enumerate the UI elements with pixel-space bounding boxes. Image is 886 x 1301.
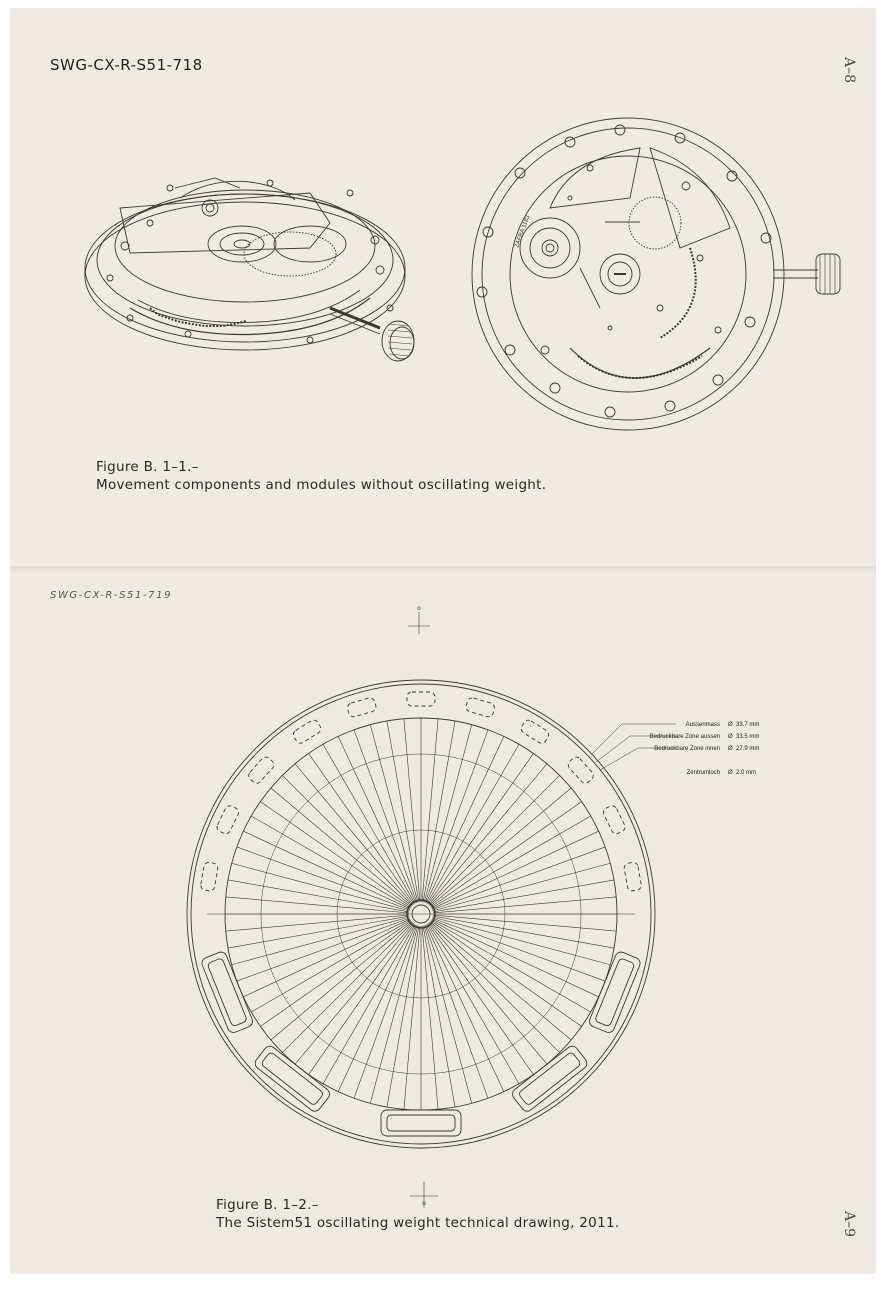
spec-label-print-inner: Bedruckbare Zone innen bbox=[654, 746, 720, 752]
oscillating-weight-drawing bbox=[10, 605, 876, 1232]
document-reference: SWG-CX-R-S51-718 bbox=[50, 56, 203, 74]
spoke-line bbox=[429, 923, 547, 1064]
page-number: A–8 bbox=[841, 56, 858, 84]
weight-slot bbox=[381, 1110, 461, 1136]
spoke-line bbox=[323, 744, 415, 903]
dashed-opening bbox=[519, 718, 550, 745]
spec-value-outer: 33.7 mm bbox=[736, 722, 760, 728]
weight-slot bbox=[588, 950, 642, 1034]
dashed-opening bbox=[602, 804, 627, 835]
registration-marker-bottom: u bbox=[422, 1200, 426, 1207]
movement-top-view-drawing bbox=[10, 8, 876, 448]
spec-table bbox=[650, 722, 760, 776]
figure-description: Movement components and modules without oscillating weight. bbox=[96, 477, 547, 493]
spoke-line bbox=[271, 922, 412, 1040]
spoke-line bbox=[282, 922, 412, 1052]
spec-symbol: Ø bbox=[728, 770, 733, 776]
spoke-line bbox=[295, 923, 413, 1064]
spec-symbol: Ø bbox=[728, 746, 733, 752]
dashed-opening bbox=[215, 804, 240, 835]
dashed-opening bbox=[291, 718, 322, 745]
spoke-line bbox=[251, 816, 410, 908]
spoke-line bbox=[427, 924, 519, 1083]
page-a8 bbox=[10, 8, 876, 572]
document-reference: SWG-CX-R-S51-719 bbox=[50, 590, 173, 601]
spoke-line bbox=[429, 775, 559, 905]
spoke-line bbox=[429, 922, 559, 1052]
dashed-opening bbox=[465, 697, 496, 718]
dashed-opening bbox=[200, 862, 219, 892]
movement-engraving: ZAFRA 1183 bbox=[514, 214, 532, 249]
spoke-line bbox=[295, 764, 413, 905]
spoke-line bbox=[271, 788, 412, 906]
spec-symbol: Ø bbox=[728, 734, 733, 740]
weight-slot bbox=[253, 1044, 332, 1114]
spoke-line bbox=[251, 920, 410, 1012]
spoke-line bbox=[427, 744, 519, 903]
spoke-line bbox=[429, 764, 547, 905]
dashed-opening bbox=[623, 862, 642, 892]
dashed-opening bbox=[346, 697, 377, 718]
registration-marker-top: o bbox=[417, 605, 421, 612]
spoke-line bbox=[430, 788, 571, 906]
weight-slot bbox=[510, 1044, 589, 1114]
spec-symbol: Ø bbox=[728, 722, 733, 728]
spoke-line bbox=[323, 924, 415, 1083]
figure-caption-b11 bbox=[96, 458, 546, 494]
spoke-line bbox=[431, 920, 590, 1012]
spoke-line bbox=[431, 816, 590, 908]
page-a9 bbox=[10, 572, 876, 1274]
spoke-line bbox=[282, 775, 412, 905]
figure-label: Figure B. 1–2.– bbox=[216, 1197, 319, 1213]
figure-caption-b12 bbox=[216, 1196, 619, 1232]
dashed-opening bbox=[407, 692, 435, 706]
spec-label-outer: Aussenmass bbox=[685, 722, 720, 728]
spec-label-print-outer: Bedruckbare Zone aussen bbox=[649, 734, 720, 740]
figure-description: The Sistem51 oscillating weight technical drawing, 2011. bbox=[216, 1215, 620, 1231]
spec-value-print-outer: 33.5 mm bbox=[736, 734, 760, 740]
spec-value-center-hole: 2.0 mm bbox=[736, 770, 757, 776]
figure-label: Figure B. 1–1.– bbox=[96, 459, 199, 475]
spec-label-center-hole: Zentrumloch bbox=[686, 770, 720, 776]
spec-value-print-inner: 27.9 mm bbox=[736, 746, 760, 752]
weight-slot bbox=[200, 950, 254, 1034]
spoke-line bbox=[430, 922, 571, 1040]
page-number: A–9 bbox=[841, 1210, 858, 1238]
